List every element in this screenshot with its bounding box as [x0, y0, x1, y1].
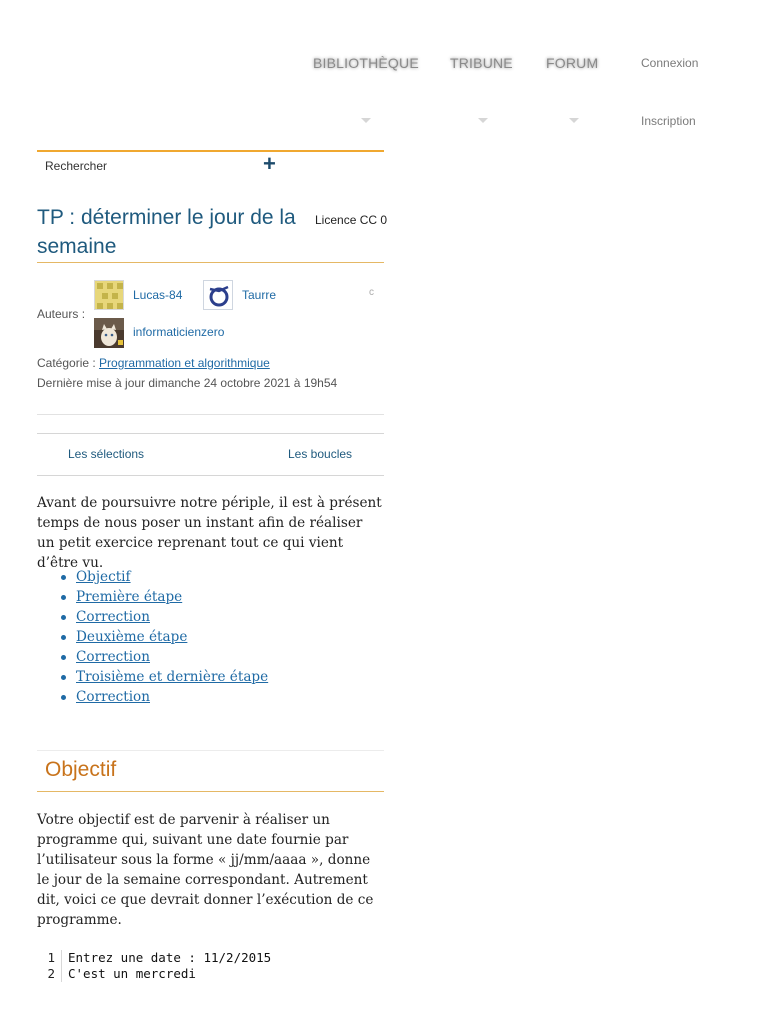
toc-link[interactable]: Correction [76, 689, 150, 705]
prev-chapter-link[interactable]: Les sélections [68, 447, 145, 461]
register-link[interactable]: Inscription [641, 114, 696, 128]
code-text: C'est un mercredi [61, 966, 196, 982]
list-item [58, 667, 268, 687]
page-title: TP : déterminer le jour de la semaine [37, 206, 296, 258]
update-date: Dernière mise à jour dimanche 24 octobre 2021 à 19h54 [37, 376, 338, 390]
list-item [58, 607, 268, 627]
avatar[interactable] [94, 318, 124, 348]
list-item [58, 587, 268, 607]
next-chapter-link[interactable]: Les boucles [288, 447, 353, 461]
divider [37, 433, 384, 434]
divider [37, 750, 384, 751]
bullet-icon [61, 575, 66, 580]
toc-link[interactable]: Correction [76, 609, 150, 625]
nav-forum[interactable]: FORUM [546, 55, 599, 71]
code-block [37, 950, 384, 982]
stray-mark: c [369, 287, 374, 298]
avatar-cat-icon [94, 318, 124, 348]
line-number: 2 [47, 966, 55, 981]
author-link[interactable]: Taurre [242, 288, 277, 302]
toc-link[interactable]: Première étape [76, 589, 183, 605]
bullet-icon [61, 615, 66, 620]
chevron-down-icon[interactable] [478, 118, 488, 123]
divider [37, 475, 384, 476]
search-bar[interactable] [37, 150, 384, 180]
line-number: 1 [47, 950, 55, 965]
toc-link[interactable]: Objectif [76, 569, 131, 585]
divider [37, 414, 384, 415]
section-heading: Objectif [45, 758, 117, 781]
avatar[interactable] [94, 280, 124, 310]
licence-badge[interactable]: Licence CC 0 [315, 213, 388, 227]
table-of-contents [58, 567, 268, 707]
toc-link[interactable]: Deuxième étape [76, 629, 188, 645]
list-item [58, 687, 268, 707]
avatar-logo-icon [204, 281, 233, 310]
toc-link[interactable]: Troisième et dernière étape [76, 669, 269, 685]
plus-icon[interactable]: + [263, 151, 276, 176]
avatar[interactable] [203, 280, 233, 310]
code-text: Entrez une date : 11/2/2015 [61, 950, 271, 966]
author-link[interactable]: informaticienzero [133, 325, 225, 339]
bullet-icon [61, 695, 66, 700]
title-divider [37, 262, 384, 263]
authors-label: Auteurs : [37, 307, 86, 321]
avatar-pattern-icon [95, 281, 124, 310]
code-line [37, 966, 384, 982]
section-divider [37, 791, 384, 792]
login-link[interactable]: Connexion [641, 56, 699, 70]
bullet-icon [61, 655, 66, 660]
search-label[interactable]: Rechercher [45, 159, 108, 173]
toc-link[interactable]: Correction [76, 649, 150, 665]
bullet-icon [61, 675, 66, 680]
bullet-icon [61, 595, 66, 600]
nav-bibliotheque[interactable]: BIBLIOTHÈQUE [313, 55, 419, 71]
chevron-down-icon[interactable] [361, 118, 371, 123]
category-link[interactable]: Programmation et algorithmique [99, 356, 270, 370]
nav-tribune[interactable]: TRIBUNE [450, 55, 513, 71]
list-item [58, 647, 268, 667]
category-line [37, 356, 270, 370]
bullet-icon [61, 635, 66, 640]
list-item [58, 627, 268, 647]
author-link[interactable]: Lucas-84 [133, 288, 183, 302]
section-paragraph: Votre objectif est de parvenir à réaliser un programme qui, suivant une date fournie par l’utilisateur sous la forme « jj/mm/aaaa », donne le jour de la semaine correspondant. Autrement dit, voici ce que devrait donner l’exécution de ce programme. [37, 812, 374, 928]
code-line [37, 950, 384, 966]
list-item [58, 567, 268, 587]
intro-paragraph: Avant de poursuivre notre périple, il est à présent temps de nous poser un instant afin de réaliser un petit exercice reprenant tout ce qui vient d’être vu. [37, 495, 382, 571]
chevron-down-icon[interactable] [569, 118, 579, 123]
category-label: Catégorie : [37, 356, 96, 370]
